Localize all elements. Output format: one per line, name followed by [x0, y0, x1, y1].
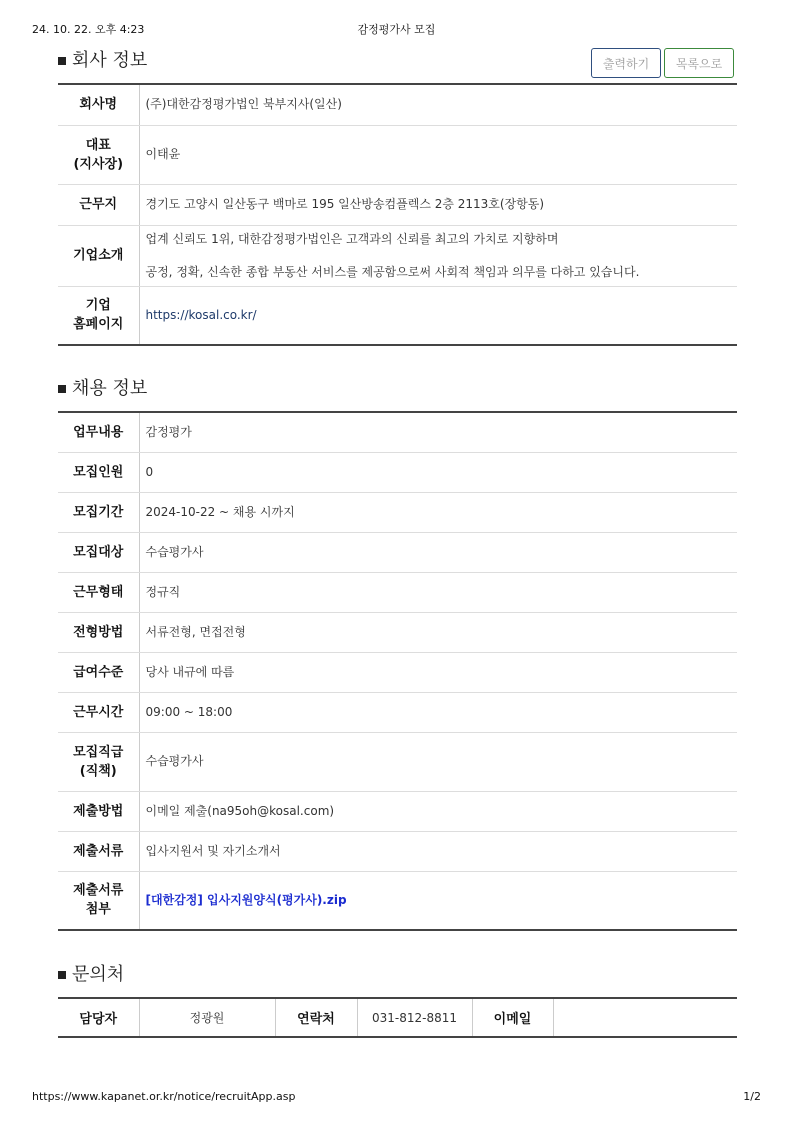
table-row [58, 871, 737, 930]
table-row [58, 998, 737, 1037]
documents-value: 입사지원서 및 자기소개서 [139, 831, 737, 871]
row-label: 급여수준 [58, 652, 139, 692]
row-label: 기업소개 [58, 225, 139, 286]
table-row [58, 225, 737, 286]
duty-value: 감정평가 [139, 412, 737, 452]
table-row [58, 692, 737, 732]
contact-section-title: 문의처 [72, 964, 125, 985]
table-row [58, 125, 737, 184]
table-row [58, 732, 737, 791]
manager-value: 정광원 [139, 998, 275, 1037]
row-label [58, 871, 139, 930]
row-label: 회사명 [58, 84, 139, 125]
submit-method-value: 이메일 제출(na95oh@kosal.com) [139, 791, 737, 831]
recruit-section-header [58, 373, 147, 401]
row-label-line: 대표 [85, 137, 111, 153]
target-value: 수습평가사 [139, 532, 737, 572]
contact-table [58, 997, 737, 1038]
square-bullet-icon [58, 971, 66, 979]
table-row [58, 831, 737, 871]
table-row [58, 652, 737, 692]
row-label: 모집인원 [58, 452, 139, 492]
table-row [58, 612, 737, 652]
email-value [553, 998, 737, 1037]
row-label-line: 모집직급 [73, 744, 124, 760]
page-number: 1/2 [743, 1090, 761, 1103]
position-value: 수습평가사 [139, 732, 737, 791]
company-section-header [58, 45, 147, 73]
email-label: 이메일 [472, 998, 553, 1037]
table-row [58, 572, 737, 612]
print-page-title: 감정평가사 모집 [357, 23, 436, 36]
contact-section-header [58, 959, 124, 987]
table-row [58, 412, 737, 452]
intro-line: 업계 신뢰도 1위, 대한감정평가법인은 고객과의 신뢰를 최고의 가치로 지향하며 [145, 231, 559, 246]
row-label [58, 286, 139, 345]
manager-label: 담당자 [58, 998, 139, 1037]
row-label: 제출방법 [58, 791, 139, 831]
table-row [58, 286, 737, 345]
table-row [58, 452, 737, 492]
table-row [58, 84, 737, 125]
selection-value: 서류전형, 면접전형 [139, 612, 737, 652]
company-info-table [58, 83, 737, 346]
period-value: 2024-10-22 ~ 채용 시까지 [139, 492, 737, 532]
row-label: 전형방법 [58, 612, 139, 652]
row-label: 업무내용 [58, 412, 139, 452]
row-label [58, 125, 139, 184]
row-label: 모집기간 [58, 492, 139, 532]
table-row [58, 791, 737, 831]
row-label-line: 첨부 [85, 902, 111, 918]
row-label-line: 제출서류 [73, 883, 124, 899]
table-row [58, 184, 737, 225]
table-row [58, 492, 737, 532]
company-name-value: (주)대한감정평가법인 북부지사(일산) [139, 84, 737, 125]
square-bullet-icon [58, 385, 66, 393]
print-url: https://www.kapanet.or.kr/notice/recruitApp.asp [32, 1090, 296, 1103]
row-label-line: 홈페이지 [73, 317, 124, 333]
table-row [58, 532, 737, 572]
hours-value: 09:00 ~ 18:00 [139, 692, 737, 732]
row-label: 근무지 [58, 184, 139, 225]
attachment-download-link[interactable]: [대한감정] 입사지원양식(평가사).zip [145, 892, 347, 907]
row-label: 근무시간 [58, 692, 139, 732]
print-button[interactable]: 출력하기 [591, 48, 661, 78]
company-intro-value [139, 225, 737, 286]
intro-line: 공정, 정확, 신속한 종합 부동산 서비스를 제공함으로써 사회적 책임과 의무를 다하고 있습니다. [145, 264, 640, 279]
print-datetime: 24. 10. 22. 오후 4:23 [32, 23, 145, 36]
row-label: 제출서류 [58, 831, 139, 871]
square-bullet-icon [58, 57, 66, 65]
row-label-line: (직책) [79, 763, 117, 779]
back-to-list-button[interactable]: 목록으로 [664, 48, 734, 78]
recruit-section-title: 채용 정보 [72, 378, 148, 399]
salary-value: 당사 내규에 따름 [139, 652, 737, 692]
row-label: 근무형태 [58, 572, 139, 612]
row-label [58, 732, 139, 791]
employment-type-value: 정규직 [139, 572, 737, 612]
row-label: 모집대상 [58, 532, 139, 572]
phone-value: 031-812-8811 [357, 998, 472, 1037]
row-label-line: 기업 [85, 298, 111, 314]
homepage-link[interactable]: https://kosal.co.kr/ [145, 307, 257, 322]
headcount-value: 0 [139, 452, 737, 492]
recruit-info-table [58, 411, 737, 931]
location-value: 경기도 고양시 일산동구 백마로 195 일산방송컴플렉스 2층 2113호(장항동) [139, 184, 737, 225]
ceo-value: 이태윤 [139, 125, 737, 184]
row-label-line: (지사장) [73, 156, 124, 172]
phone-label: 연락처 [275, 998, 357, 1037]
company-section-title: 회사 정보 [72, 50, 148, 71]
